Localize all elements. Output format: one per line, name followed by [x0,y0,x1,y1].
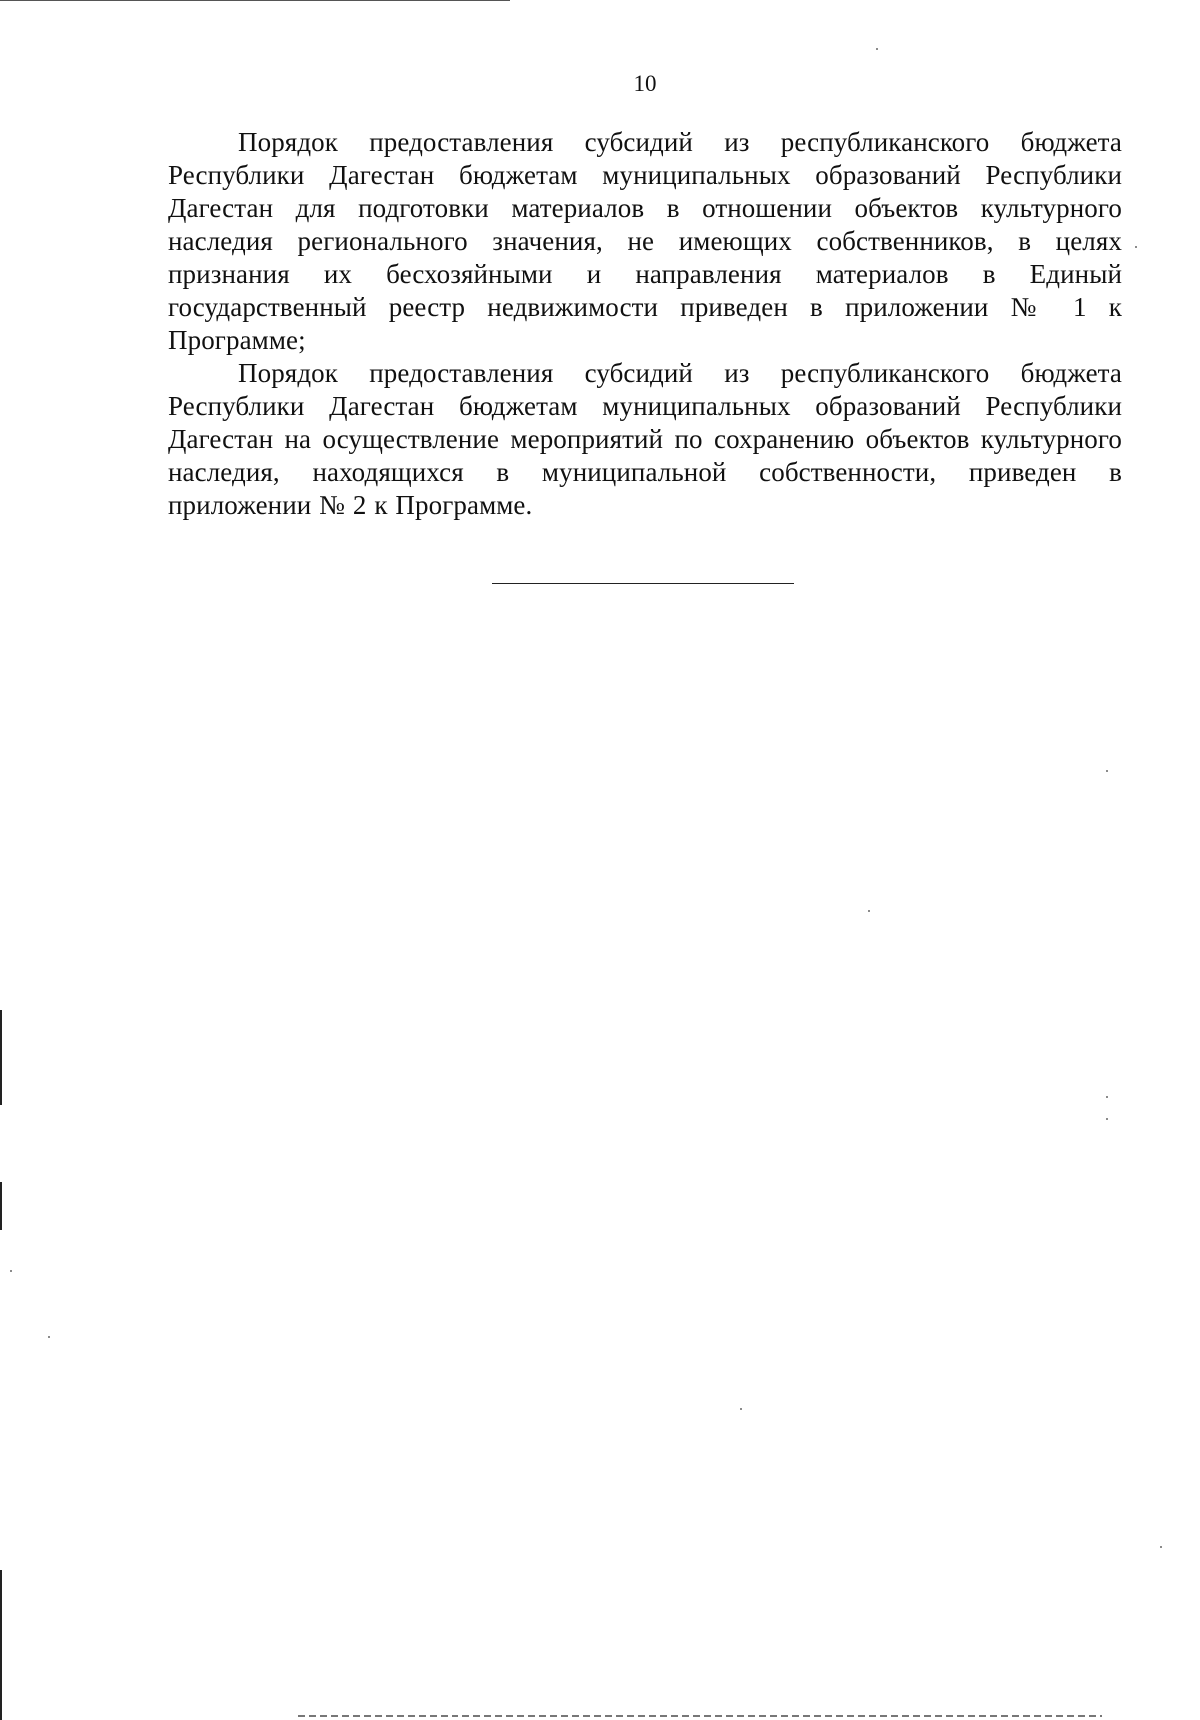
scan-edge-left [0,1010,2,1105]
scan-edge-top [0,0,510,1]
scan-edge-left [0,1570,2,1720]
scan-speck [48,1336,50,1338]
scan-speck [740,1408,742,1410]
scan-speck [1106,770,1108,772]
page-number: 10 [633,71,657,96]
scan-edge-bottom [298,1715,458,1717]
scan-edge-left [0,1182,2,1230]
scan-speck [868,910,870,912]
scan-speck [1106,1118,1108,1120]
scan-speck [876,48,878,50]
scan-edge-bottom [462,1715,1102,1717]
paragraph: Порядок предоставления субсидий из республиканского бюджета Республики Дагестан бюджетам муниципальных образований Республики Дагестан на осуществление мероприятий по сохранению объектов культурного наследия, находящихся в муниципальной собственности, приведен в приложении № 2 к Программе. [168,358,1122,520]
end-of-text-rule [492,583,794,584]
scan-speck [1106,1096,1108,1098]
paragraph: Порядок предоставления субсидий из республиканского бюджета Республики Дагестан бюджетам муниципальных образований Республики Дагестан для подготовки материалов в отношении объектов культурного наследия регионального значения, не имеющих собственников, в целях признания их бесхозяйными и направления материалов в Единый государственный реестр недвижимости приведен в приложении № 1 к Программе; [168,127,1122,355]
scan-speck [10,1270,12,1272]
document-body [168,126,1122,522]
scan-speck [1160,1546,1162,1548]
scan-speck [1135,246,1137,248]
